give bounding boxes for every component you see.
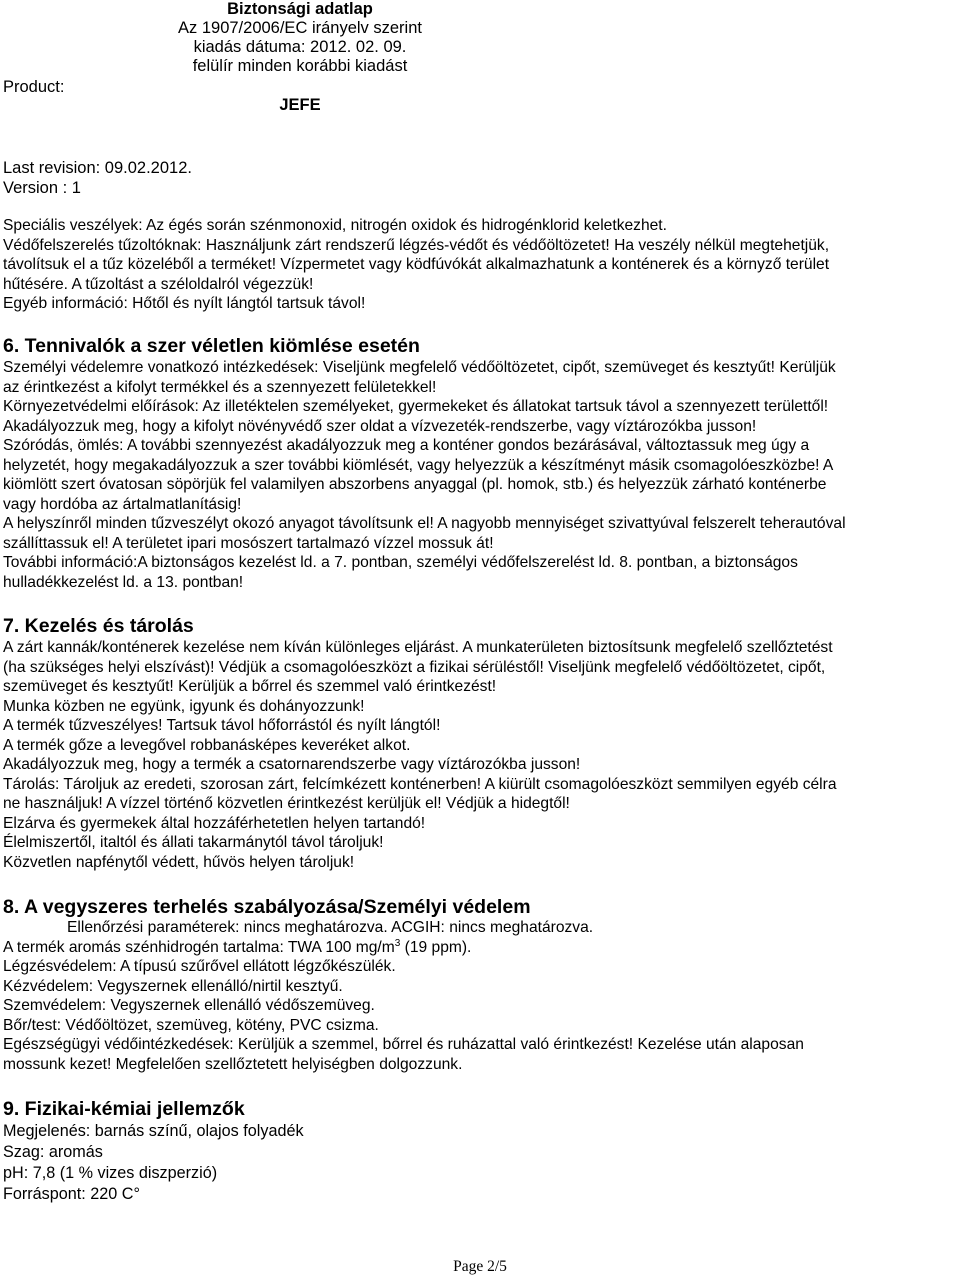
text-line: kiömlött szert óvatosan söpörjük fel valamilyen abszorbens anyaggal (pl. homok, stb.) és helyezzük zárható konténerbe [3,476,827,493]
text-line: Munka közben ne együnk, igyunk és dohányozzunk! [3,697,365,715]
text-line: helyzetét, hogy megakadályozzuk a szer további kiömlését, vagy helyezzük a készítményt másik csomagolóeszközbe! A [3,456,834,474]
doc-title: Biztonsági adatlap [227,0,373,18]
text-line: Akadályozzuk meg, hogy a termék a csatornarendszerbe vagy víztározókba jusson! [3,756,581,773]
text-line: Akadályozzuk meg, hogy a kifolyt növényvédő szer oldat a vízvezeték-rendszerbe, vagy víztározókba jusson! [3,417,757,435]
text-line: A zárt kannák/konténerek kezelése nem kíván különleges eljárást. A munkaterületen biztosítsunk megfelelő szellőztetést [3,639,833,656]
text-line: mossunk kezet! Megfelelően szellőztetett helyiségben dolgozzunk. [3,1055,463,1073]
supersedes-line: felülír minden korábbi kiadást [192,57,408,75]
twa-line [3,938,960,958]
text-line: A helyszínről minden tűzveszélyt okozó anyagot távolítsunk el! A nagyobb mennyiséget szivattyúval felszerelt teherautóval [3,515,846,532]
twa-superscript: 3 [394,937,401,949]
text-line: Szemvédelem: Vegyszernek ellenálló védőszemüveg. [3,997,375,1014]
text-line: Környezetvédelmi előírások: Az illetéktelen személyeket, gyermekeket és állatokat tartsuk távol a szennyezett területtől! [3,398,829,415]
text-line: Légzésvédelem: A típusú szűrővel ellátott légzőkészülék. [3,958,396,975]
directive-line: Az 1907/2006/EC irányelv szerint [178,19,422,37]
section7-title: 7. Kezelés és tárolás [3,615,194,637]
text-line: Tárolás: Tároljuk az eredeti, szorosan zárt, felcímkézett konténerben! A kiürült csomagolóeszközt semmilyen egyéb célra [3,775,837,793]
text-line: pH: 7,8 (1 % vizes diszperzió) [3,1164,218,1182]
section8-body [3,918,960,1074]
product-name: JEFE [279,96,321,114]
text-line: az érintkezést a kifolyt termékkel és a szennyezett felületekkel! [3,378,437,396]
last-revision: Last revision: 09.02.2012. [3,159,192,177]
version: Version : 1 [3,179,81,197]
section9-title: 9. Fizikai-kémiai jellemzők [3,1098,245,1120]
section6-body [3,358,960,592]
text-line: Elzárva és gyermekek által hozzáférhetetlen helyen tartandó! [3,814,426,832]
text-line: A termék gőze a levegővel robbanásképes keveréket alkot. [3,736,411,754]
issue-date: kiadás dátuma: 2012. 02. 09. [193,38,407,56]
control-params: Ellenőrzési paraméterek: nincs meghatározva. ACGIH: nincs meghatározva. [67,919,594,936]
text-line: A termék tűzveszélyes! Tartsuk távol hőforrástól és nyílt lángtól! [3,717,441,734]
section9-body [3,1121,960,1205]
text-line: Személyi védelemre vonatkozó intézkedések: Viseljünk megfelelő védőöltözetet, cipőt, szemüveget és kesztyűt! Kerüljük [3,359,836,376]
twa-ppm: (19 ppm). [400,938,472,956]
text-line: távolítsuk el a tűz közeléből a terméket! Vízpermetet vagy ködfúvókát alkalmazhatunk a konténerek és a környző terület [3,256,830,273]
text-line: (ha szükséges helyi elszívást)! Védjük a csomagolóeszközt a fizikai sérüléstől! Viseljünk megfelelő védőöltözetet, cipőt, [3,658,826,676]
text-line: További információ:A biztonságos kezelést ld. a 7. pontban, személyi védőfelszerelést ld. 8. pontban, a biztonságos [3,554,798,571]
text-line: Egészségügyi védőintézkedések: Kerüljük a szemmel, bőrrel és ruházattal való érintkezést! Kezelése után alaposan [3,1036,804,1053]
text-line: Megjelenés: barnás színű, olajos folyadék [3,1122,304,1140]
section8-title: 8. A vegyszeres terhelés szabályozása/Személyi védelem [3,896,531,918]
text-line: Védőfelszerelés tűzoltóknak: Használjunk zárt rendszerű légzés-védőt és védőöltözetet! Ha veszély nélkül megtehetjük, [3,236,830,254]
twa-text: A termék aromás szénhidrogén tartalma: TWA 100 mg/m [3,938,395,956]
section6-title: 6. Tennivalók a szer véletlen kiömlése esetén [3,335,420,357]
text-line: hűtésére. A tűzoltást a széloldalról végezzük! [3,275,314,293]
text-line: Élelmiszertől, italtól és állati takarmánytól távol tároljuk! [3,834,384,851]
text-line: szemüveget és kesztyűt! Kerüljük a bőrrel és szemmel való érintkezést! [3,678,497,695]
text-line: vagy hordóba az ártalmatlanításig! [3,495,242,513]
text-line: Bőr/test: Védőöltözet, szemüveg, kötény, PVC csizma. [3,1016,379,1034]
text-line: Szóródás, ömlés: A további szennyezést akadályozzuk meg a konténer gondos bezárásával, változtassuk meg úgy a [3,437,810,454]
text-line: ne használjuk! A vízzel történő közvetlen érintkezést kerüljük el! Védjük a hidegtől! [3,795,570,812]
text-line: hulladékkezelést ld. a 13. pontban! [3,573,244,591]
page-number: Page 2/5 [453,1258,507,1275]
text-line: Forráspont: 220 C° [3,1185,140,1203]
text-line: Kézvédelem: Vegyszernek ellenálló/nirtil kesztyű. [3,977,343,995]
product-label: Product: [3,78,65,96]
text-line: Közvetlen napfénytől védett, hűvös helyen tároljuk! [3,853,355,871]
text-line: Szag: aromás [3,1143,103,1161]
text-line: szállíttassuk el! A területet ipari mosószert tartalmazó vízzel mossuk át! [3,534,494,552]
section5-continuation [3,216,960,314]
text-line: Egyéb információ: Hőtől és nyílt lángtól tartsuk távol! [3,295,366,312]
text-line: Speciális veszélyek: Az égés során szénmonoxid, nitrogén oxidok és hidrogénklorid keletkezhet. [3,217,667,234]
section7-body [3,638,960,872]
